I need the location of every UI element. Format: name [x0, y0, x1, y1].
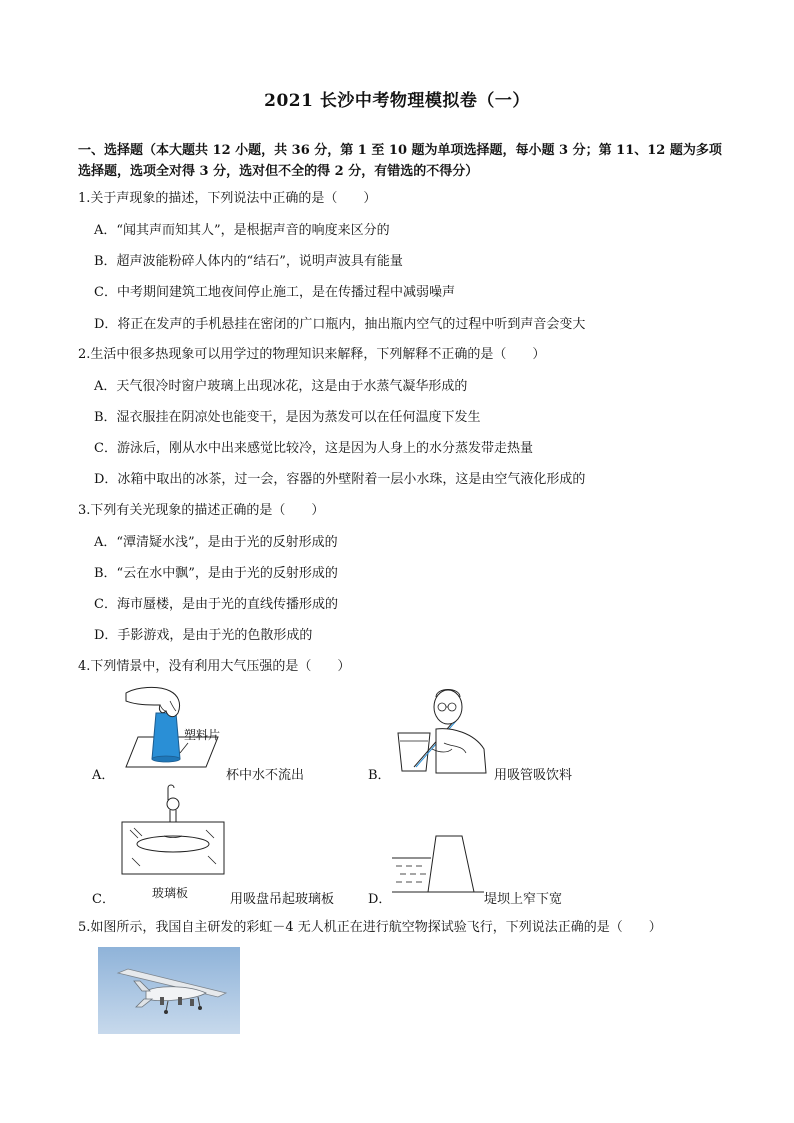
figure-c-letter: C．: [92, 892, 115, 907]
question-1-option-b: B．超声波能粉碎人体内的“结石”，说明声波具有能量: [94, 254, 403, 269]
figure-a-letter: A．: [92, 768, 115, 783]
question-1-option-a: A．“闻其声而知其人”，是根据声音的响度来区分的: [94, 223, 390, 238]
drone-photo: [98, 947, 240, 1034]
question-1-option-c: C．中考期间建筑工地夜间停止施工，是在传播过程中减弱噪声: [94, 285, 455, 300]
figure-a-label-plastic-sheet: 塑料片: [184, 728, 221, 742]
question-3-stem: 3.下列有关光现象的描述正确的是（ ）: [78, 503, 325, 518]
question-3-option-b: B．“云在水中飘”，是由于光的反射形成的: [94, 566, 338, 581]
question-1-stem: 1.关于声现象的描述，下列说法中正确的是（ ）: [78, 191, 377, 206]
figure-d-dam-illustration: [390, 834, 486, 894]
figure-a-caption: 杯中水不流出: [226, 768, 305, 783]
question-2-stem: 2.生活中很多热现象可以用学过的物理知识来解释，下列解释不正确的是（ ）: [78, 347, 546, 362]
figure-c-caption: 用吸盘吊起玻璃板: [230, 892, 335, 907]
section-heading: 一、选择题（本大题共 12 小题，共 36 分，第 1 至 10 题为单项选择题，每小题 3 分；第 11、12 题为多项选择题，选项全对得 3 分，选对但不全的得 2 分，有错选的不得分）: [78, 143, 722, 179]
question-3-option-d: D．手影游戏，是由于光的色散形成的: [94, 628, 313, 643]
question-3-option-c: C．海市蜃楼，是由于光的直线传播形成的: [94, 597, 338, 612]
figure-d-caption: 堤坝上窄下宽: [484, 892, 563, 907]
question-4-stem: 4.下列情景中，没有利用大气压强的是（ ）: [78, 659, 351, 674]
question-2-option-a: A．天气很冷时窗户玻璃上出现冰花，这是由于水蒸气凝华形成的: [94, 379, 468, 394]
question-2-option-d: D．冰箱中取出的冰茶，过一会，容器的外壁附着一层小水珠，这是由空气液化形成的: [94, 472, 586, 487]
figure-d-letter: D．: [368, 892, 392, 907]
question-2-option-b: B．湿衣服挂在阴凉处也能变干，是因为蒸发可以在任何温度下发生: [94, 410, 481, 425]
figure-c-label-glass-plate: 玻璃板: [152, 886, 189, 900]
figure-b-straw-illustration: [392, 683, 492, 778]
question-5-stem: 5.如图所示，我国自主研发的彩虹－4 无人机正在进行航空物探试验飞行，下列说法正确的是（ ）: [78, 920, 662, 935]
question-1-option-d: D．将正在发声的手机悬挂在密闭的广口瓶内，抽出瓶内空气的过程中听到声音会变大: [94, 317, 586, 332]
question-3-option-a: A．“潭清疑水浅”，是由于光的反射形成的: [94, 535, 338, 550]
figure-b-caption: 用吸管吸饮料: [494, 768, 573, 783]
question-2-option-c: C．游泳后，刚从水中出来感觉比较冷，这是因为人身上的水分蒸发带走热量: [94, 441, 533, 456]
exam-title: 2021 长沙中考物理模拟卷（一）: [264, 91, 530, 111]
figure-b-letter: B．: [368, 768, 391, 783]
figure-c-suction-cup-illustration: [118, 780, 230, 876]
